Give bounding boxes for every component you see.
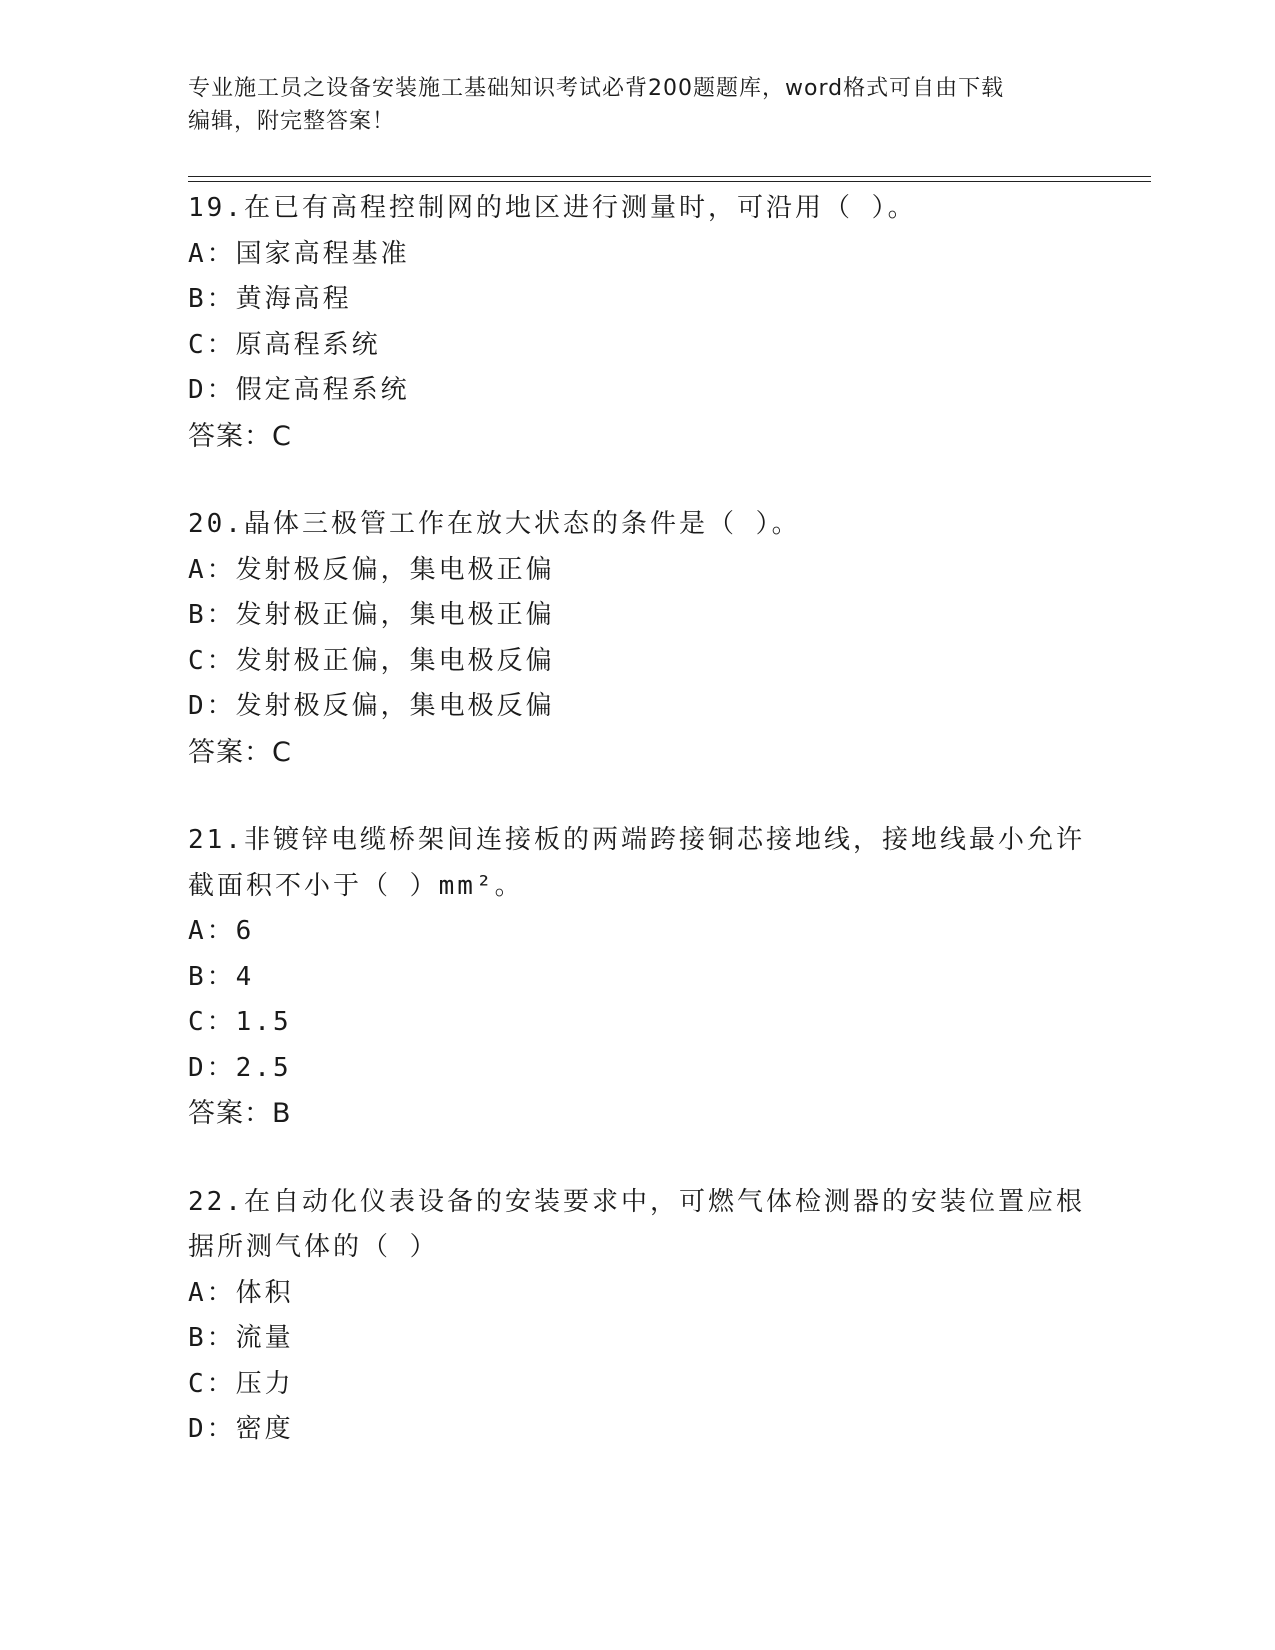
answer: 答案：C [188,736,292,768]
question-text: 19.在已有高程控制网的地区进行测量时，可沿用（ ）。 [188,193,917,223]
question-20 [188,502,1088,775]
header-divider-top [188,176,1151,177]
question-text-line-2: 据所测气体的（ ） [188,1232,439,1262]
answer: 答案：B [188,1098,292,1129]
question-19 [188,186,1088,459]
header-line-2: 编辑，附完整答案！ [188,109,396,134]
header-divider-bottom [188,181,1151,182]
option-b: B：发射极正偏，集电极正偏 [188,600,555,630]
header-line-1: 专业施工员之设备安装施工基础知识考试必背200题题库，word格式可自由下载 [188,76,1005,101]
document-header [188,72,1068,138]
option-c: C：发射极正偏，集电极反偏 [188,645,555,676]
option-a: A：6 [188,916,255,946]
option-a: A：国家高程基准 [188,238,410,269]
option-a: A：体积 [188,1277,294,1308]
option-b: B：4 [188,961,255,992]
option-d: D：密度 [188,1414,294,1444]
question-list [188,186,1088,1453]
option-c: C：压力 [188,1368,294,1399]
option-d: D：发射极反偏，集电极反偏 [188,691,555,721]
option-d: D：假定高程系统 [188,375,410,405]
option-c: C：原高程系统 [188,329,381,360]
answer: 答案：C [188,420,292,452]
question-text-line-2: 截面积不小于（ ）mm²。 [188,870,524,901]
question-text-line-1: 22.在自动化仪表设备的安装要求中，可燃气体检测器的安装位置应根 [188,1186,1085,1217]
question-21 [188,818,1088,1137]
option-b: B：黄海高程 [188,284,352,314]
option-c: C：1.5 [188,1007,292,1037]
option-b: B：流量 [188,1323,294,1353]
option-a: A：发射极反偏，集电极正偏 [188,554,555,585]
question-22 [188,1180,1088,1453]
question-text-line-1: 21.非镀锌电缆桥架间连接板的两端跨接铜芯接地线，接地线最小允许 [188,825,1085,855]
option-d: D：2.5 [188,1052,292,1083]
question-text: 20.晶体三极管工作在放大状态的条件是（ ）。 [188,509,801,539]
